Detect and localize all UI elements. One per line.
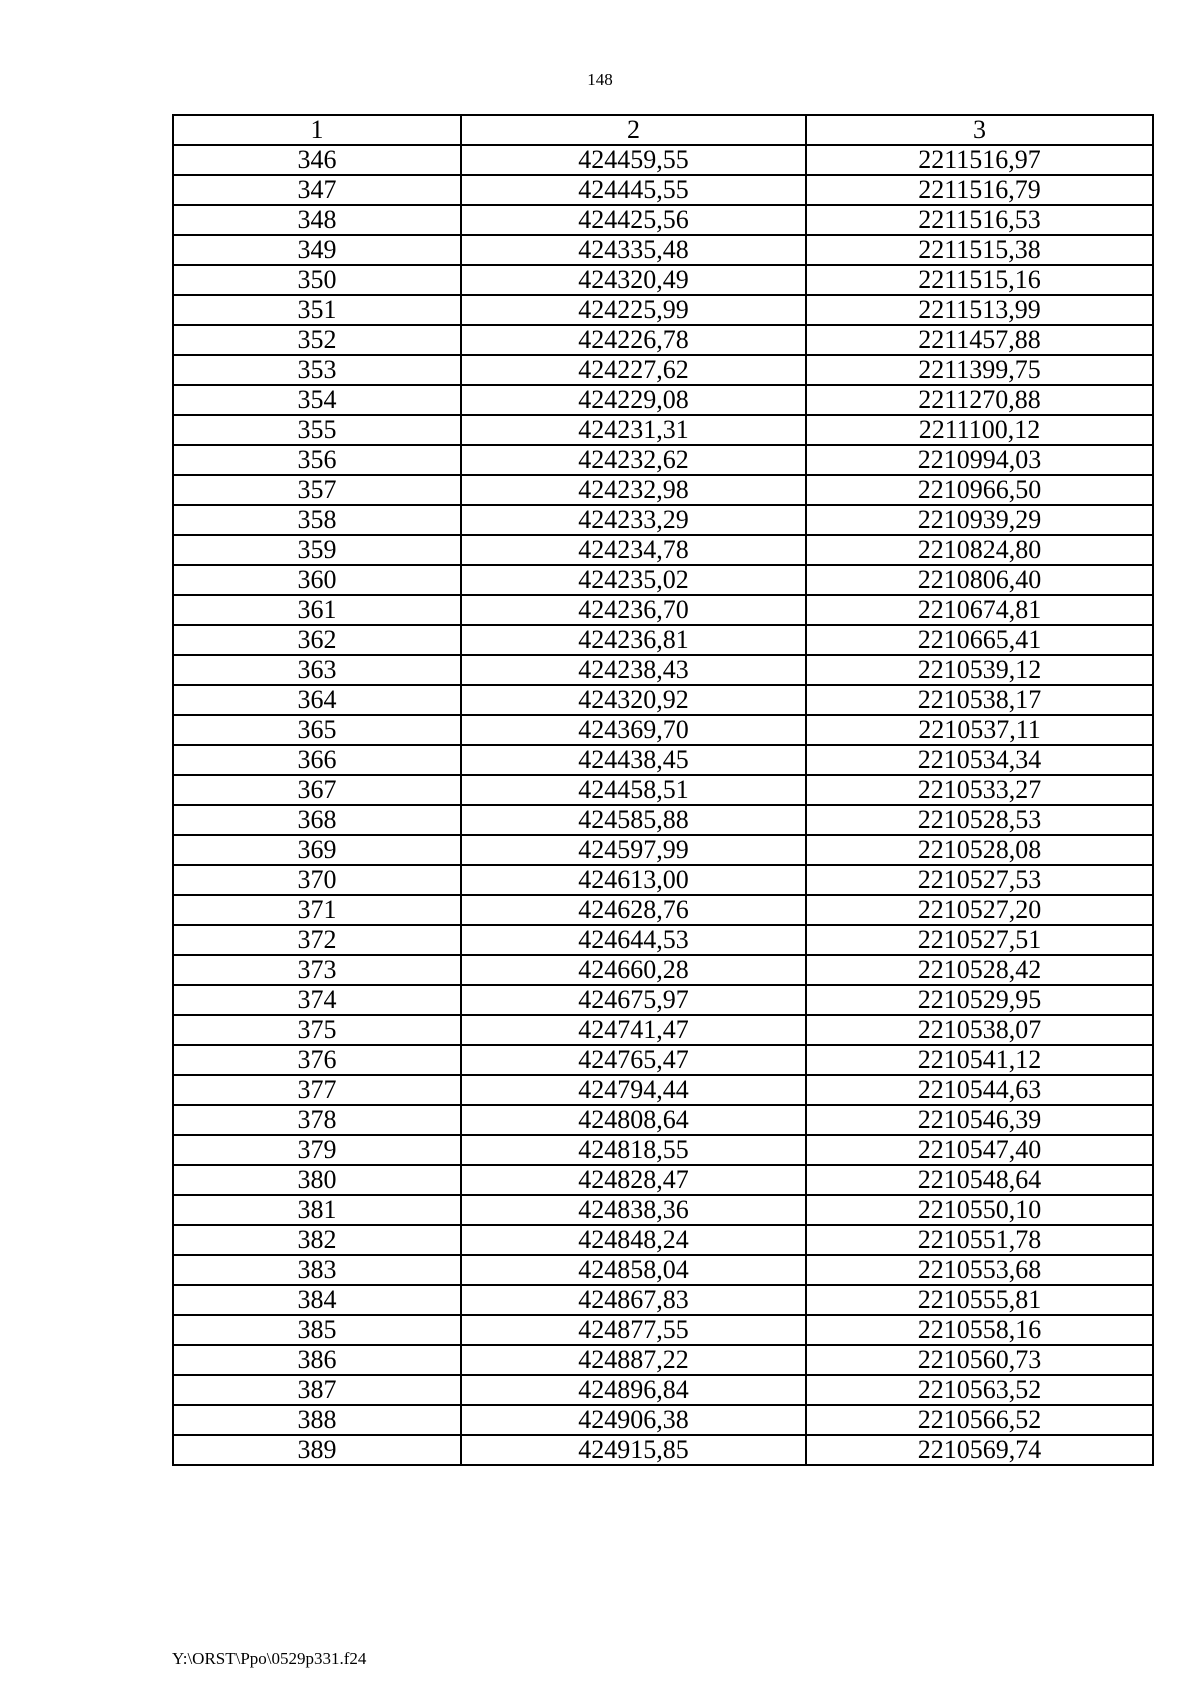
table-row: [173, 145, 1153, 175]
x-coordinate-cell: 424741,47: [461, 1015, 806, 1045]
table-row: [173, 595, 1153, 625]
y-coordinate-cell: 2211399,75: [806, 355, 1153, 385]
table-row: [173, 295, 1153, 325]
point-number-cell: 349: [173, 235, 461, 265]
y-coordinate-cell: 2210806,40: [806, 565, 1153, 595]
table-row: [173, 235, 1153, 265]
table-row: [173, 565, 1153, 595]
point-number-cell: 374: [173, 985, 461, 1015]
point-number-cell: 370: [173, 865, 461, 895]
header-row: [173, 115, 1153, 145]
point-number-cell: 376: [173, 1045, 461, 1075]
table-row: [173, 925, 1153, 955]
point-number-cell: 379: [173, 1135, 461, 1165]
y-coordinate-cell: 2210538,07: [806, 1015, 1153, 1045]
table-row: [173, 895, 1153, 925]
x-coordinate-cell: 424858,04: [461, 1255, 806, 1285]
x-coordinate-cell: 424887,22: [461, 1345, 806, 1375]
table-row: [173, 1075, 1153, 1105]
x-coordinate-cell: 424628,76: [461, 895, 806, 925]
table-row: [173, 1285, 1153, 1315]
table-row: [173, 1345, 1153, 1375]
y-coordinate-cell: 2210569,74: [806, 1435, 1153, 1465]
y-coordinate-cell: 2210824,80: [806, 535, 1153, 565]
table-row: [173, 1045, 1153, 1075]
point-number-cell: 383: [173, 1255, 461, 1285]
table-row: [173, 1375, 1153, 1405]
table-row: [173, 325, 1153, 355]
x-coordinate-cell: 424235,02: [461, 565, 806, 595]
table-row: [173, 685, 1153, 715]
table-body: [173, 145, 1153, 1465]
y-coordinate-cell: 2211516,97: [806, 145, 1153, 175]
table-header: [173, 115, 1153, 145]
x-coordinate-cell: 424236,81: [461, 625, 806, 655]
x-coordinate-cell: 424597,99: [461, 835, 806, 865]
x-coordinate-cell: 424838,36: [461, 1195, 806, 1225]
point-number-cell: 378: [173, 1105, 461, 1135]
point-number-cell: 353: [173, 355, 461, 385]
y-coordinate-cell: 2210566,52: [806, 1405, 1153, 1435]
x-coordinate-cell: 424867,83: [461, 1285, 806, 1315]
point-number-cell: 357: [173, 475, 461, 505]
point-number-cell: 375: [173, 1015, 461, 1045]
x-coordinate-cell: 424236,70: [461, 595, 806, 625]
x-coordinate-cell: 424675,97: [461, 985, 806, 1015]
x-coordinate-cell: 424613,00: [461, 865, 806, 895]
y-coordinate-cell: 2210527,51: [806, 925, 1153, 955]
table-row: [173, 355, 1153, 385]
table-row: [173, 1135, 1153, 1165]
y-coordinate-cell: 2210537,11: [806, 715, 1153, 745]
coordinates-table: [172, 114, 1154, 1466]
x-coordinate-cell: 424225,99: [461, 295, 806, 325]
y-coordinate-cell: 2210538,17: [806, 685, 1153, 715]
point-number-cell: 384: [173, 1285, 461, 1315]
table-row: [173, 1255, 1153, 1285]
table-row: [173, 865, 1153, 895]
table-row: [173, 475, 1153, 505]
x-coordinate-cell: 424229,08: [461, 385, 806, 415]
point-number-cell: 363: [173, 655, 461, 685]
x-coordinate-cell: 424369,70: [461, 715, 806, 745]
table-row: [173, 1225, 1153, 1255]
x-coordinate-cell: 424320,92: [461, 685, 806, 715]
y-coordinate-cell: 2210560,73: [806, 1345, 1153, 1375]
x-coordinate-cell: 424459,55: [461, 145, 806, 175]
y-coordinate-cell: 2211516,79: [806, 175, 1153, 205]
x-coordinate-cell: 424320,49: [461, 265, 806, 295]
point-number-cell: 371: [173, 895, 461, 925]
point-number-cell: 348: [173, 205, 461, 235]
x-coordinate-cell: 424438,45: [461, 745, 806, 775]
y-coordinate-cell: 2210548,64: [806, 1165, 1153, 1195]
x-coordinate-cell: 424335,48: [461, 235, 806, 265]
y-coordinate-cell: 2211100,12: [806, 415, 1153, 445]
table-row: [173, 205, 1153, 235]
y-coordinate-cell: 2211515,38: [806, 235, 1153, 265]
point-number-cell: 362: [173, 625, 461, 655]
column-header-1: 1: [173, 115, 461, 145]
point-number-cell: 366: [173, 745, 461, 775]
y-coordinate-cell: 2211516,53: [806, 205, 1153, 235]
table-row: [173, 655, 1153, 685]
x-coordinate-cell: 424644,53: [461, 925, 806, 955]
y-coordinate-cell: 2211515,16: [806, 265, 1153, 295]
x-coordinate-cell: 424232,62: [461, 445, 806, 475]
y-coordinate-cell: 2210527,20: [806, 895, 1153, 925]
table-row: [173, 835, 1153, 865]
point-number-cell: 388: [173, 1405, 461, 1435]
table-row: [173, 175, 1153, 205]
point-number-cell: 355: [173, 415, 461, 445]
x-coordinate-cell: 424828,47: [461, 1165, 806, 1195]
y-coordinate-cell: 2210994,03: [806, 445, 1153, 475]
y-coordinate-cell: 2210563,52: [806, 1375, 1153, 1405]
y-coordinate-cell: 2210528,53: [806, 805, 1153, 835]
y-coordinate-cell: 2211457,88: [806, 325, 1153, 355]
table-row: [173, 1315, 1153, 1345]
y-coordinate-cell: 2210541,12: [806, 1045, 1153, 1075]
table-row: [173, 415, 1153, 445]
point-number-cell: 352: [173, 325, 461, 355]
point-number-cell: 385: [173, 1315, 461, 1345]
x-coordinate-cell: 424231,31: [461, 415, 806, 445]
x-coordinate-cell: 424227,62: [461, 355, 806, 385]
x-coordinate-cell: 424233,29: [461, 505, 806, 535]
table-row: [173, 745, 1153, 775]
table-row: [173, 385, 1153, 415]
point-number-cell: 389: [173, 1435, 461, 1465]
y-coordinate-cell: 2210527,53: [806, 865, 1153, 895]
point-number-cell: 381: [173, 1195, 461, 1225]
y-coordinate-cell: 2210544,63: [806, 1075, 1153, 1105]
y-coordinate-cell: 2210665,41: [806, 625, 1153, 655]
point-number-cell: 347: [173, 175, 461, 205]
y-coordinate-cell: 2210528,42: [806, 955, 1153, 985]
point-number-cell: 350: [173, 265, 461, 295]
column-header-2: 2: [461, 115, 806, 145]
x-coordinate-cell: 424808,64: [461, 1105, 806, 1135]
x-coordinate-cell: 424848,24: [461, 1225, 806, 1255]
y-coordinate-cell: 2210558,16: [806, 1315, 1153, 1345]
y-coordinate-cell: 2210674,81: [806, 595, 1153, 625]
y-coordinate-cell: 2210528,08: [806, 835, 1153, 865]
y-coordinate-cell: 2211513,99: [806, 295, 1153, 325]
y-coordinate-cell: 2210534,34: [806, 745, 1153, 775]
x-coordinate-cell: 424906,38: [461, 1405, 806, 1435]
point-number-cell: 367: [173, 775, 461, 805]
x-coordinate-cell: 424660,28: [461, 955, 806, 985]
y-coordinate-cell: 2210966,50: [806, 475, 1153, 505]
table-row: [173, 1105, 1153, 1135]
table-row: [173, 535, 1153, 565]
point-number-cell: 351: [173, 295, 461, 325]
x-coordinate-cell: 424458,51: [461, 775, 806, 805]
footer-file-path: Y:\ORST\Ppo\0529p331.f24: [172, 1649, 367, 1668]
y-coordinate-cell: 2210939,29: [806, 505, 1153, 535]
point-number-cell: 386: [173, 1345, 461, 1375]
y-coordinate-cell: 2210539,12: [806, 655, 1153, 685]
column-header-3: 3: [806, 115, 1153, 145]
x-coordinate-cell: 424794,44: [461, 1075, 806, 1105]
x-coordinate-cell: 424232,98: [461, 475, 806, 505]
table-row: [173, 265, 1153, 295]
y-coordinate-cell: 2211270,88: [806, 385, 1153, 415]
table-row: [173, 1435, 1153, 1465]
point-number-cell: 346: [173, 145, 461, 175]
point-number-cell: 373: [173, 955, 461, 985]
x-coordinate-cell: 424234,78: [461, 535, 806, 565]
point-number-cell: 382: [173, 1225, 461, 1255]
y-coordinate-cell: 2210553,68: [806, 1255, 1153, 1285]
point-number-cell: 360: [173, 565, 461, 595]
y-coordinate-cell: 2210546,39: [806, 1105, 1153, 1135]
y-coordinate-cell: 2210529,95: [806, 985, 1153, 1015]
point-number-cell: 356: [173, 445, 461, 475]
point-number-cell: 361: [173, 595, 461, 625]
table-row: [173, 445, 1153, 475]
point-number-cell: 364: [173, 685, 461, 715]
x-coordinate-cell: 424915,85: [461, 1435, 806, 1465]
point-number-cell: 365: [173, 715, 461, 745]
table-row: [173, 625, 1153, 655]
point-number-cell: 387: [173, 1375, 461, 1405]
table-row: [173, 505, 1153, 535]
x-coordinate-cell: 424238,43: [461, 655, 806, 685]
table-row: [173, 1195, 1153, 1225]
point-number-cell: 358: [173, 505, 461, 535]
y-coordinate-cell: 2210533,27: [806, 775, 1153, 805]
table-row: [173, 805, 1153, 835]
point-number-cell: 369: [173, 835, 461, 865]
point-number-cell: 368: [173, 805, 461, 835]
x-coordinate-cell: 424226,78: [461, 325, 806, 355]
x-coordinate-cell: 424896,84: [461, 1375, 806, 1405]
x-coordinate-cell: 424765,47: [461, 1045, 806, 1075]
table-row: [173, 1015, 1153, 1045]
table-row: [173, 1165, 1153, 1195]
table-row: [173, 775, 1153, 805]
x-coordinate-cell: 424877,55: [461, 1315, 806, 1345]
point-number-cell: 359: [173, 535, 461, 565]
y-coordinate-cell: 2210550,10: [806, 1195, 1153, 1225]
page-number: 148: [587, 70, 613, 89]
point-number-cell: 377: [173, 1075, 461, 1105]
table-row: [173, 985, 1153, 1015]
x-coordinate-cell: 424445,55: [461, 175, 806, 205]
point-number-cell: 380: [173, 1165, 461, 1195]
table-row: [173, 715, 1153, 745]
point-number-cell: 354: [173, 385, 461, 415]
y-coordinate-cell: 2210547,40: [806, 1135, 1153, 1165]
table-row: [173, 955, 1153, 985]
table-row: [173, 1405, 1153, 1435]
point-number-cell: 372: [173, 925, 461, 955]
x-coordinate-cell: 424585,88: [461, 805, 806, 835]
y-coordinate-cell: 2210555,81: [806, 1285, 1153, 1315]
y-coordinate-cell: 2210551,78: [806, 1225, 1153, 1255]
x-coordinate-cell: 424818,55: [461, 1135, 806, 1165]
x-coordinate-cell: 424425,56: [461, 205, 806, 235]
